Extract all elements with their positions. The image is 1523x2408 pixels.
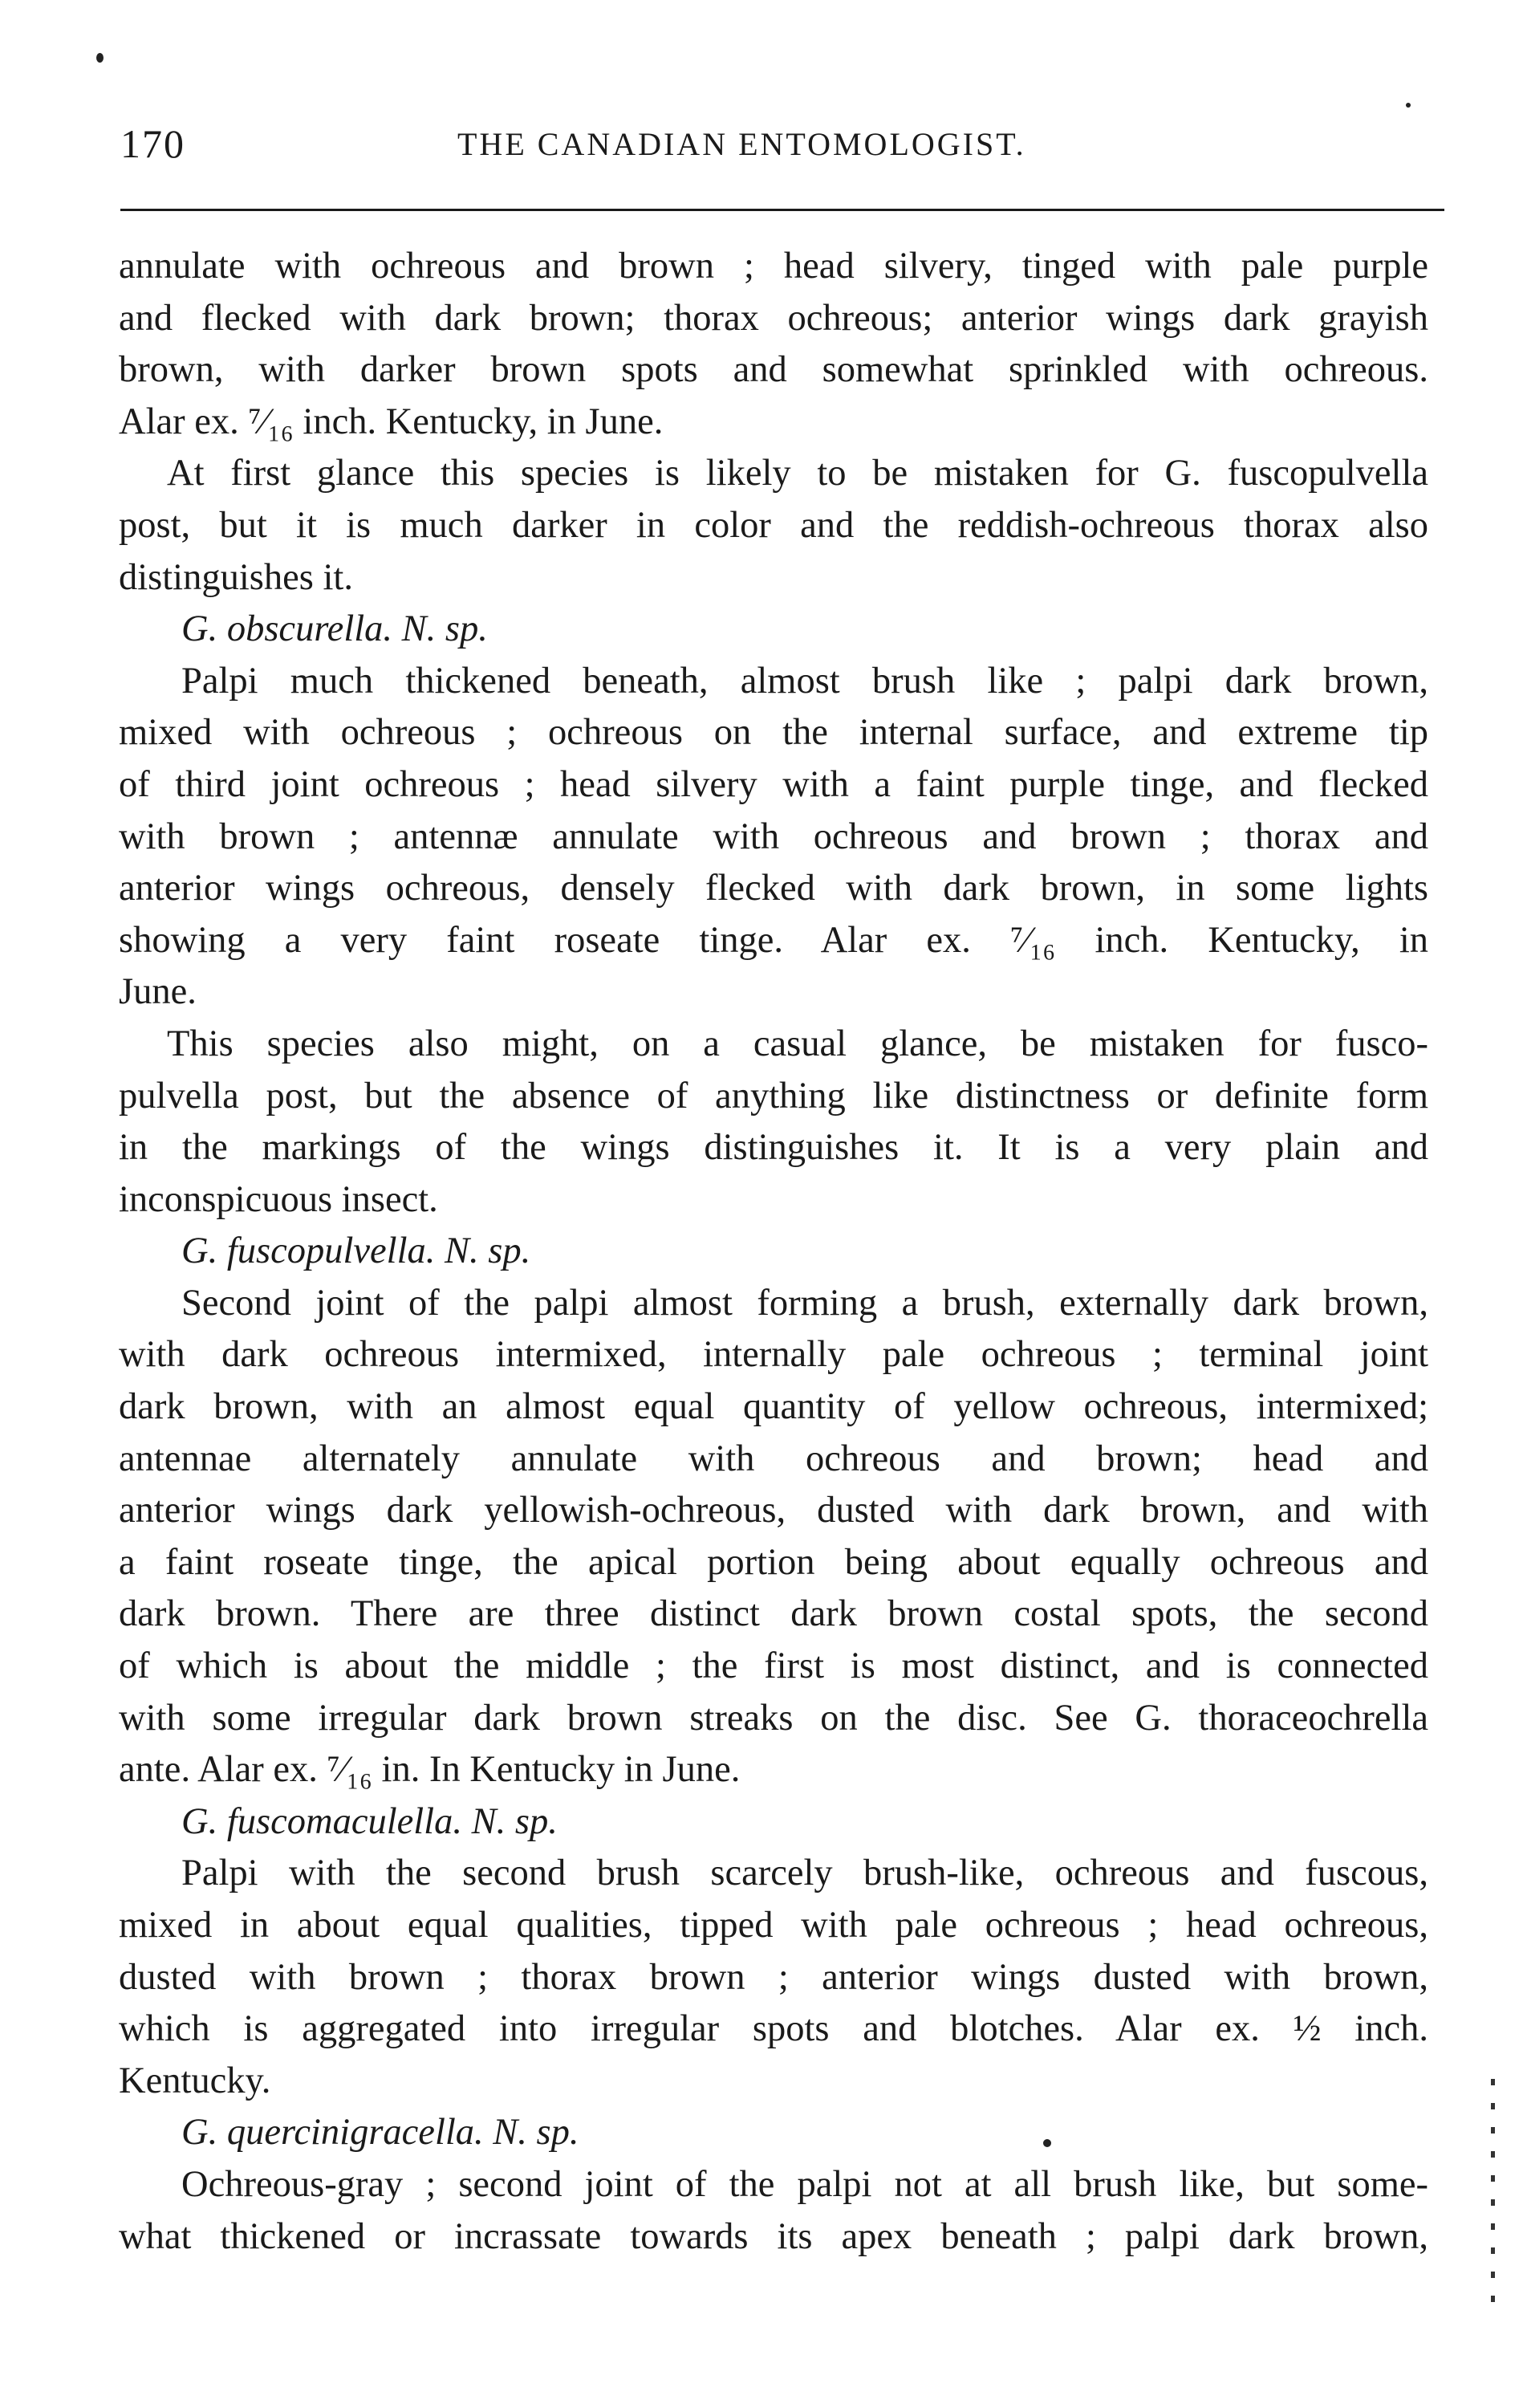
text-line: post, but it is much darker in color and the reddish-ochreous thorax also: [119, 504, 1428, 546]
text-line: dusted with brown ; thorax brown ; anterior wings dusted with brown,: [119, 1956, 1428, 1998]
scan-mark: [1491, 2103, 1495, 2109]
text-line: with brown ; antennæ annulate with ochreous and brown ; thorax and: [119, 816, 1428, 857]
scan-mark: [1491, 2247, 1495, 2254]
species-heading: G. fuscopulvella. N. sp.: [181, 1230, 531, 1272]
page-number: 170: [120, 121, 185, 166]
text-line: This species also might, on a casual glance, be mistaken for fusco-: [167, 1023, 1428, 1064]
ink-speck: [96, 53, 104, 63]
text-line: distinguishes it.: [119, 556, 353, 598]
text-line: Ochreous-gray ; second joint of the palpi not at all brush like, but some-: [181, 2163, 1428, 2205]
text-line: and flecked with dark brown; thorax ochreous; anterior wings dark grayish: [119, 297, 1428, 339]
ink-speck: [1406, 103, 1411, 108]
text-line: dark brown, with an almost equal quantity of yellow ochreous, intermixed;: [119, 1386, 1428, 1428]
text-line: Palpi much thickened beneath, almost brush like ; palpi dark brown,: [181, 660, 1428, 702]
scan-mark: [1491, 2296, 1495, 2302]
text-line: Kentucky.: [119, 2060, 271, 2101]
text-line: a faint roseate tinge, the apical portion being about equally ochreous and: [119, 1541, 1428, 1583]
scan-mark: [1491, 2151, 1495, 2158]
text-line: Alar ex. ⁷⁄₁₆ inch. Kentucky, in June.: [119, 401, 664, 442]
text-line: of third joint ochreous ; head silvery with a faint purple tinge, and flecked: [119, 763, 1428, 805]
text-line: showing a very faint roseate tinge. Alar ex. ⁷⁄₁₆ inch. Kentucky, in: [119, 919, 1428, 961]
margin-scan-marks: [1484, 2079, 1501, 2368]
text-line: ante. Alar ex. ⁷⁄₁₆ in. In Kentucky in June.: [119, 1749, 741, 1791]
text-line: anterior wings dark yellowish-ochreous, dusted with dark brown, and with: [119, 1490, 1428, 1531]
text-line: which is aggregated into irregular spots and blotches. Alar ex. ½ inch.: [119, 2008, 1428, 2050]
text-line: dark brown. There are three distinct dark brown costal spots, the second: [119, 1593, 1428, 1635]
scan-mark: [1491, 2175, 1495, 2182]
text-line: June.: [119, 971, 197, 1013]
text-line: Palpi with the second brush scarcely brush-like, ochreous and fuscous,: [181, 1853, 1428, 1894]
text-line: anterior wings ochreous, densely flecked with dark brown, in some lights: [119, 868, 1428, 909]
text-line: inconspicuous insect.: [119, 1178, 438, 1220]
running-title: THE CANADIAN ENTOMOLOGIST.: [457, 126, 1026, 162]
text-line: antennae alternately annulate with ochreous and brown; head and: [119, 1438, 1428, 1479]
text-line: of which is about the middle ; the first is most distinct, and is connected: [119, 1645, 1428, 1687]
species-heading: G. fuscomaculella. N. sp.: [181, 1800, 558, 1842]
page-header: [120, 120, 1436, 177]
scan-mark: [1491, 2223, 1495, 2230]
article-body: [119, 241, 1428, 2263]
scan-mark: [1491, 2079, 1495, 2085]
text-line: what thickened or incrassate towards its apex beneath ; palpi dark brown,: [119, 2215, 1428, 2257]
text-line: At first glance this species is likely to be mistaken for G. fuscopulvella: [167, 453, 1428, 494]
text-line: Second joint of the palpi almost forming a brush, externally dark brown,: [181, 1282, 1428, 1324]
text-line: with some irregular dark brown streaks on the disc. See G. thoraceochrella: [119, 1697, 1428, 1739]
text-line: mixed in about equal qualities, tipped with pale ochreous ; head ochreous,: [119, 1905, 1428, 1946]
text-line: with dark ochreous intermixed, internally pale ochreous ; terminal joint: [119, 1334, 1428, 1376]
species-heading: G. quercinigracella. N. sp.: [181, 2112, 579, 2154]
species-heading: G. obscurella. N. sp.: [181, 608, 488, 650]
text-line: pulvella post, but the absence of anything like distinctness or definite form: [119, 1075, 1428, 1117]
text-line: in the markings of the wings distinguishes it. It is a very plain and: [119, 1127, 1428, 1169]
header-rule: [120, 209, 1444, 211]
text-line: annulate with ochreous and brown ; head silvery, tinged with pale purple: [119, 246, 1428, 287]
text-line: brown, with darker brown spots and somewhat sprinkled with ochreous.: [119, 349, 1428, 391]
scan-mark: [1491, 2199, 1495, 2206]
text-line: mixed with ochreous ; ochreous on the internal surface, and extreme tip: [119, 712, 1428, 754]
scan-mark: [1491, 2127, 1495, 2133]
scan-mark: [1491, 2272, 1495, 2278]
